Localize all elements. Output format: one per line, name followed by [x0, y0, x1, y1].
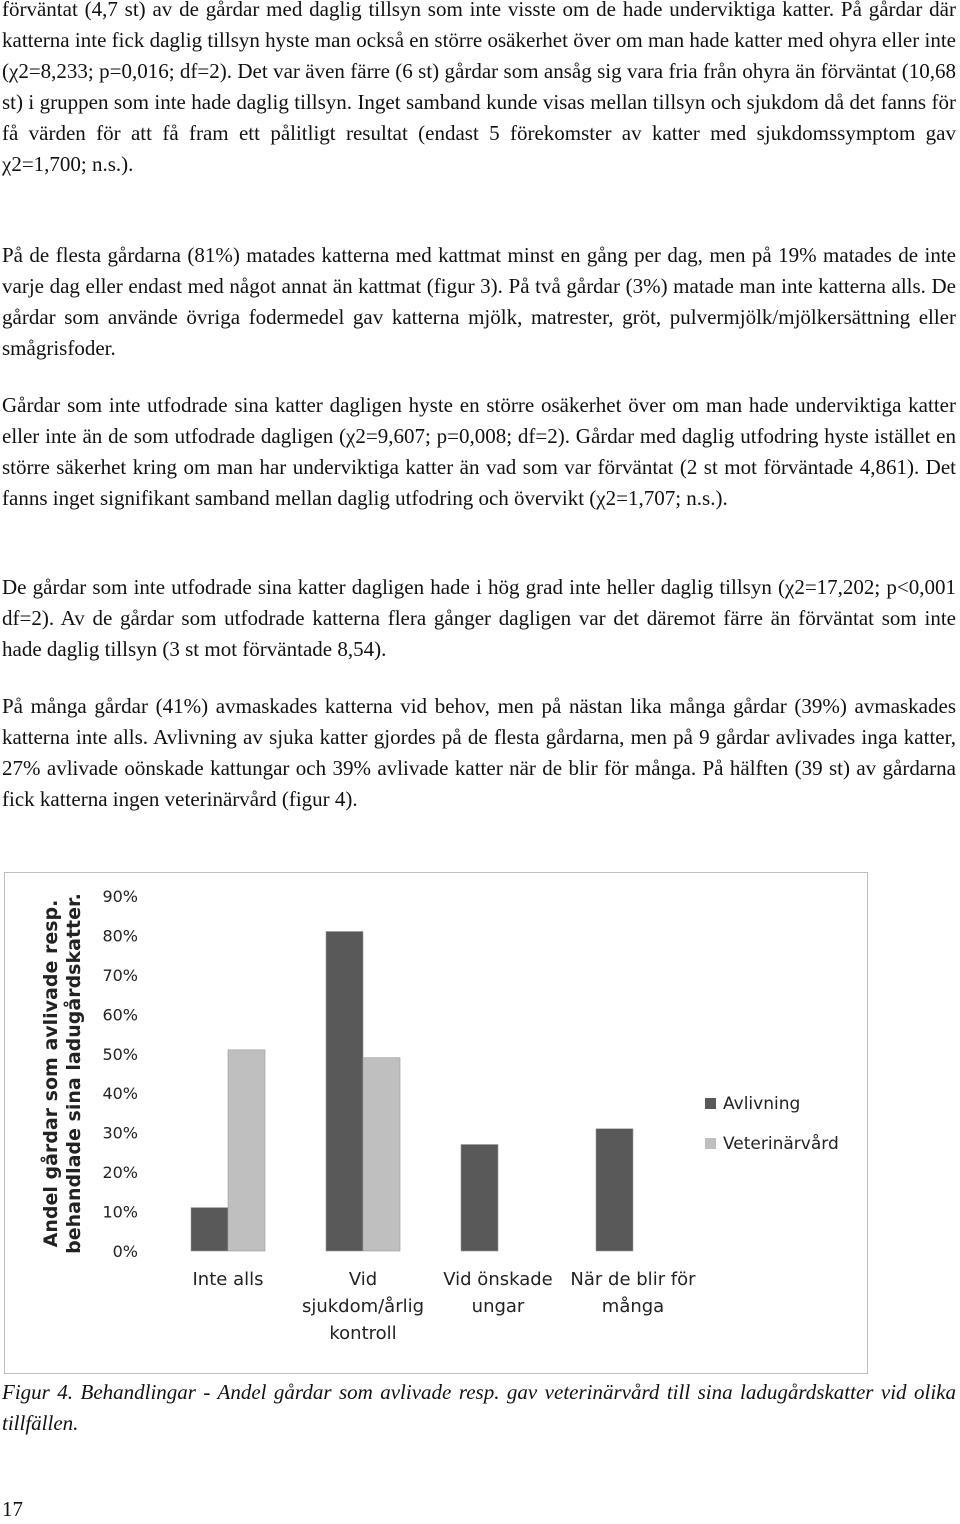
x-category-label: Vid	[348, 1269, 378, 1290]
page-number: 17	[2, 1497, 23, 1521]
bar-avlivning	[461, 1145, 498, 1252]
legend-label: Veterinärvård	[723, 1134, 839, 1154]
figure-4	[4, 872, 868, 1374]
y-tick-label: 90%	[102, 887, 138, 906]
bar-veterinärvård	[228, 1050, 265, 1251]
paragraph: På många gårdar (41%) avmaskades katterna vid behov, men på nästan lika många gårdar (39%) avmaskades katterna inte alls. Avlivning av sjuka katter gjordes på de flesta gårdarna, men på 9 gårdar avlivades inga katter, 27% avlivade oönskade kattungar och 39% avlivade katter när de blir för många. På hälften (39 st) av gårdarna fick katterna ingen veterinärvård (figur 4).	[2, 694, 956, 811]
bar-avlivning	[191, 1208, 228, 1251]
paragraph: De gårdar som inte utfodrade sina katter dagligen hade i hög grad inte heller daglig tillsyn (χ2=17,202; p<0,001 df=2). Av de gårdar som utfodrade katterna flera gånger dagligen var det däremot färre än förväntat som inte hade daglig tillsyn (3 st mot förväntade 8,54).	[2, 575, 956, 661]
y-tick-label: 30%	[102, 1123, 138, 1143]
paragraph: förväntat (4,7 st) av de gårdar med daglig tillsyn som inte visste om de hade underviktiga katter. På gårdar där katterna inte fick daglig tillsyn hyste man också en större osäkerhet över om man hade katter med ohyra eller inte (χ2=8,233; p=0,016; df=2). Det var även färre (6 st) gårdar som ansåg sig vara fria från ohyra än förväntat (10,68 st) i gruppen som inte hade daglig tillsyn. Inget samband kunde visas mellan tillsyn och sjukdom då det fanns för få värden för att få fram ett pålitligt resultat (endast 5 förekomster av katter med sjukdomssymptom gav χ2=1,700; n.s.).	[2, 0, 956, 176]
x-category-label: Vid önskade	[443, 1269, 553, 1290]
y-tick-label: 60%	[102, 1005, 138, 1025]
paragraph: På de flesta gårdarna (81%) matades katterna med kattmat minst en gång per dag, men på 19% matades de inte varje dag eller endast med något annat än kattmat (figur 3). På två gårdar (3%) matade man inte katterna alls. De gårdar som använde övriga fodermedel gav katterna mjölk, matrester, gröt, pulvermjölk/mjölkersättning eller smågrisfoder.	[2, 243, 956, 360]
x-category-label: sjukdom/årlig	[301, 1296, 425, 1317]
y-axis-title-line-1: Andel gårdar som avlivade resp.	[40, 899, 62, 1248]
legend-swatch	[705, 1138, 716, 1149]
y-tick-label: 70%	[102, 965, 138, 985]
bar-veterinärvård	[363, 1058, 400, 1251]
y-tick-label: 0%	[112, 1242, 138, 1261]
x-category-label: Inte alls	[192, 1269, 264, 1290]
y-tick-label: 10%	[102, 1202, 138, 1222]
x-category-label: många	[601, 1296, 665, 1317]
y-tick-label: 40%	[102, 1084, 138, 1104]
bar-chart	[5, 873, 867, 1373]
legend-swatch	[705, 1098, 716, 1109]
bar-avlivning	[596, 1129, 633, 1251]
legend-label: Avlivning	[723, 1094, 801, 1114]
x-category-label: När de blir för	[570, 1269, 696, 1290]
y-tick-label: 50%	[102, 1044, 138, 1064]
paragraph: Gårdar som inte utfodrade sina katter dagligen hyste en större osäkerhet över om man hade underviktiga katter eller inte än de som utfodrade dagligen (χ2=9,607; p=0,008; df=2). Gårdar med daglig utfodring hyste istället en större säkerhet kring om man har underviktiga katter än vad som var förväntat (2 st mot förväntade 4,861). Det fanns inget signifikant samband mellan daglig utfodring och övervikt (χ2=1,707; n.s.).	[2, 393, 956, 510]
y-tick-label: 80%	[102, 926, 138, 946]
x-category-label: kontroll	[329, 1323, 397, 1344]
y-axis-title-line-2: behandlade sina ladugårdskatter.	[63, 893, 85, 1254]
figure-caption: Figur 4. Behandlingar - Andel gårdar som avlivade resp. gav veterinärvård till sina ladugårdskatter vid olika tillfällen.	[2, 1380, 956, 1435]
y-tick-label: 20%	[102, 1163, 138, 1183]
x-category-label: ungar	[471, 1296, 525, 1317]
bar-avlivning	[326, 932, 363, 1252]
